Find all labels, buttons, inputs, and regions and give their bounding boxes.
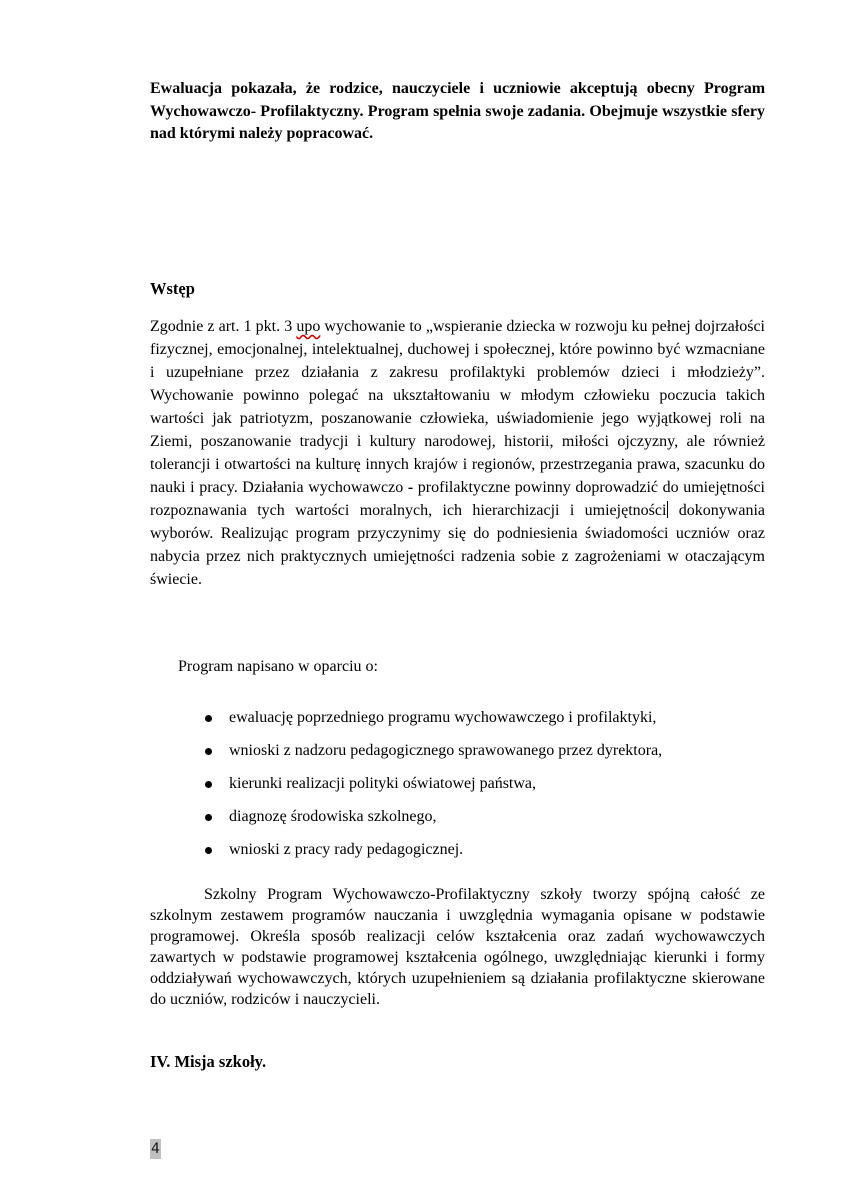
summary-line: Program Wychowawczo- Profilaktyczny. Program spełnia swoje zadania.: [150, 80, 766, 120]
list-item-text: ewaluację poprzedniego programu wychowawczego i profilaktyki,: [229, 709, 657, 726]
spelling-error-word[interactable]: upo: [296, 318, 321, 335]
list-item: [202, 839, 765, 872]
list-item-text: kierunki realizacji polityki oświatowej państwa,: [229, 775, 537, 792]
intro-text: dokonywania wyborów. Realizując program przyczynimy się do podniesienia świadomości uczniów oraz nabycia przez nich praktycznych umiejętności radzenia sobie z zagrożeniami w otaczającym świecie.: [150, 502, 765, 588]
bold-dash: -: [407, 479, 414, 496]
basis-label: Program napisano w oparciu o:: [178, 658, 378, 675]
list-item-text: wnioski z pracy rady pedagogicznej.: [229, 841, 464, 858]
intro-text: profilaktyczne powinny doprowadzić do umiejętności rozpoznawania tych wartości moralnych, ich hierarchizacji i umiejętności: [150, 479, 765, 519]
intro-text: Zgodnie z art. 1 pkt. 3: [150, 318, 297, 335]
heading-school-mission: IV. Misja szkoły.: [150, 1052, 267, 1071]
intro-text: wychowanie to „wspieranie dziecka w rozwoju ku pełnej dojrzałości fizycznej, emocjonalnej, intelektualnej, duchowej i społecznej, które powinno być wzmacniane i uzupełniane przez działania z zakresu profilaktyki problemów dzieci i młodzieży”. Wychowanie powinno polegać na ukształtowaniu w młodym człowieku poczucia takich wartości jak patriotyzm, poszanowanie człowieka, uświadomienie jego wyjątkowej roli na Ziemi, poszanowanie tradycji i kultury narodowej, historii, miłości ojczyzny, ale również tolerancji i otwartości na kulturę innych krajów i regionów, przestrzegania prawa, szacunku do nauki i pracy. Działania wychowawczo: [150, 318, 765, 496]
bullet-icon: [205, 748, 212, 755]
list-item: [202, 773, 765, 806]
page-number: 4: [151, 1141, 160, 1157]
program-description: [150, 884, 765, 1010]
list-item-text: diagnozę środowiska szkolnego,: [229, 808, 437, 825]
bullet-icon: [205, 814, 212, 821]
introduction-paragraph[interactable]: [150, 315, 765, 591]
summary-line: Obejmuje wszystkie sfery nad którymi należy popracować.: [150, 102, 765, 142]
list-item: [202, 707, 765, 740]
bullet-icon: [205, 781, 212, 788]
evaluation-summary: [150, 78, 765, 146]
summary-line: Ewaluacja pokazała, że rodzice, nauczyciele i uczniowie akceptują obecny: [150, 80, 695, 97]
list-item: [202, 806, 765, 839]
list-item: [202, 740, 765, 773]
heading-introduction: Wstęp: [150, 279, 195, 298]
basis-list: [202, 707, 765, 872]
bullet-icon: [205, 847, 212, 854]
list-item-text: wnioski z nadzoru pedagogicznego sprawowanego przez dyrektora,: [229, 742, 663, 759]
bullet-icon: [205, 715, 212, 722]
program-description-text: Szkolny Program Wychowawczo-Profilaktyczny szkoły tworzy spójną całość ze szkolnym zestawem programów nauczania i uwzględnia wymagania opisane w podstawie programowej. Określa sposób realizacji celów kształcenia oraz zadań wychowawczych zawartych w podstawie programowej kształcenia ogólnego, uwzględniając kierunki i formy oddziaływań wychowawczych, których uzupełnieniem są działania profilaktyczne skierowane do uczniów, rodziców i nauczycieli.: [150, 886, 765, 1008]
